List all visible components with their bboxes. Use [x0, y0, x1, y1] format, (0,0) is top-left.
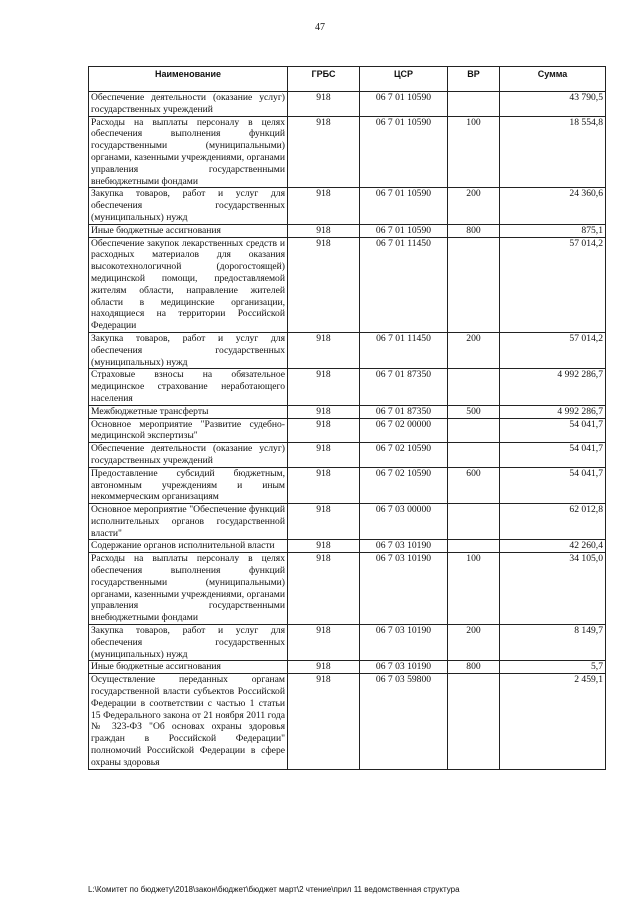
cell-sum: 57 014,2 [500, 332, 606, 368]
table-row [89, 625, 606, 661]
table-body [89, 92, 606, 770]
cell-grbs: 918 [288, 92, 360, 117]
header-vr: ВР [448, 67, 500, 92]
cell-name: Осуществление переданных органам государственной власти субъектов Российской Федерации в соответствии с частью 1 статьи 15 Федерального закона от 21 ноября 2011 года № 323-ФЗ "Об основах охраны здоровья граждан в Российской Федерации" полномочий Российской Федерации в сфере охраны здоровья [89, 674, 288, 769]
cell-csr: 06 7 03 10190 [360, 625, 448, 661]
cell-csr: 06 7 03 10190 [360, 553, 448, 625]
cell-vr [448, 504, 500, 540]
cell-vr [448, 237, 500, 332]
cell-vr [448, 540, 500, 553]
cell-name: Основное мероприятие "Обеспечение функций исполнительных органов государственной власти" [89, 504, 288, 540]
table-row [89, 553, 606, 625]
cell-grbs: 918 [288, 661, 360, 674]
cell-name: Содержание органов исполнительной власти [89, 540, 288, 553]
table-row [89, 540, 606, 553]
cell-csr: 06 7 01 10590 [360, 188, 448, 224]
cell-vr [448, 418, 500, 443]
cell-csr: 06 7 02 10590 [360, 443, 448, 468]
cell-csr: 06 7 03 00000 [360, 504, 448, 540]
cell-name: Обеспечение деятельности (оказание услуг) государственных учреждений [89, 443, 288, 468]
cell-grbs: 918 [288, 625, 360, 661]
cell-csr: 06 7 01 10590 [360, 224, 448, 237]
cell-csr: 06 7 03 10190 [360, 540, 448, 553]
cell-grbs: 918 [288, 224, 360, 237]
cell-name: Обеспечение деятельности (оказание услуг) государственных учреждений [89, 92, 288, 117]
cell-name: Межбюджетные трансферты [89, 405, 288, 418]
cell-name: Предоставление субсидий бюджетным, автономным учреждениям и иным некоммерческим организациям [89, 467, 288, 503]
header-grbs: ГРБС [288, 67, 360, 92]
cell-sum: 8 149,7 [500, 625, 606, 661]
table-row [89, 405, 606, 418]
cell-csr: 06 7 01 87350 [360, 369, 448, 405]
table-row [89, 224, 606, 237]
cell-csr: 06 7 01 87350 [360, 405, 448, 418]
cell-grbs: 918 [288, 418, 360, 443]
cell-sum: 54 041,7 [500, 418, 606, 443]
cell-sum: 57 014,2 [500, 237, 606, 332]
cell-vr: 800 [448, 224, 500, 237]
cell-name: Иные бюджетные ассигнования [89, 661, 288, 674]
cell-sum: 4 992 286,7 [500, 405, 606, 418]
cell-grbs: 918 [288, 332, 360, 368]
cell-csr: 06 7 01 11450 [360, 237, 448, 332]
cell-vr: 200 [448, 188, 500, 224]
cell-name: Страховые взносы на обязательное медицинское страхование неработающего населения [89, 369, 288, 405]
table-row [89, 188, 606, 224]
table-row [89, 674, 606, 769]
cell-csr: 06 7 01 11450 [360, 332, 448, 368]
cell-grbs: 918 [288, 674, 360, 769]
cell-vr: 200 [448, 332, 500, 368]
cell-sum: 54 041,7 [500, 443, 606, 468]
cell-sum: 24 360,6 [500, 188, 606, 224]
table-row [89, 661, 606, 674]
table-row [89, 116, 606, 188]
cell-name: Расходы на выплаты персоналу в целях обеспечения выполнения функций государственными (муниципальными) органами, казенными учреждениями, органами управления государственными внебюджетными фондами [89, 553, 288, 625]
cell-grbs: 918 [288, 188, 360, 224]
table-row [89, 443, 606, 468]
cell-sum: 43 790,5 [500, 92, 606, 117]
cell-name: Закупка товаров, работ и услуг для обеспечения государственных (муниципальных) нужд [89, 625, 288, 661]
cell-vr: 100 [448, 553, 500, 625]
cell-csr: 06 7 03 10190 [360, 661, 448, 674]
cell-grbs: 918 [288, 504, 360, 540]
cell-sum: 875,1 [500, 224, 606, 237]
cell-vr [448, 92, 500, 117]
cell-sum: 18 554,8 [500, 116, 606, 188]
cell-sum: 34 105,0 [500, 553, 606, 625]
cell-csr: 06 7 02 10590 [360, 467, 448, 503]
cell-vr [448, 369, 500, 405]
cell-vr: 800 [448, 661, 500, 674]
cell-grbs: 918 [288, 443, 360, 468]
header-sum: Сумма [500, 67, 606, 92]
file-path-footer: L:\Комитет по бюджету\2018\закон\бюджет\бюджет март\2 чтение\прил 11 ведомственная структура [88, 885, 460, 894]
cell-grbs: 918 [288, 237, 360, 332]
header-name: Наименование [89, 67, 288, 92]
table-row [89, 418, 606, 443]
cell-vr: 500 [448, 405, 500, 418]
cell-grbs: 918 [288, 540, 360, 553]
cell-name: Иные бюджетные ассигнования [89, 224, 288, 237]
cell-sum: 42 260,4 [500, 540, 606, 553]
cell-name: Расходы на выплаты персоналу в целях обеспечения выполнения функций государственными (муниципальными) органами, казенными учреждениями, органами управления государственными внебюджетными фондами [89, 116, 288, 188]
cell-csr: 06 7 01 10590 [360, 92, 448, 117]
cell-sum: 54 041,7 [500, 467, 606, 503]
cell-sum: 4 992 286,7 [500, 369, 606, 405]
cell-grbs: 918 [288, 369, 360, 405]
cell-name: Закупка товаров, работ и услуг для обеспечения государственных (муниципальных) нужд [89, 332, 288, 368]
cell-vr: 100 [448, 116, 500, 188]
table-header-row [89, 67, 606, 92]
cell-sum: 5,7 [500, 661, 606, 674]
cell-grbs: 918 [288, 553, 360, 625]
cell-vr: 600 [448, 467, 500, 503]
cell-grbs: 918 [288, 405, 360, 418]
cell-name: Основное мероприятие "Развитие судебно-медицинской экспертизы" [89, 418, 288, 443]
budget-table [88, 66, 606, 770]
cell-grbs: 918 [288, 467, 360, 503]
table-row [89, 237, 606, 332]
cell-csr: 06 7 01 10590 [360, 116, 448, 188]
cell-vr [448, 443, 500, 468]
cell-sum: 2 459,1 [500, 674, 606, 769]
table-row [89, 369, 606, 405]
cell-vr [448, 674, 500, 769]
table-row [89, 467, 606, 503]
cell-csr: 06 7 03 59800 [360, 674, 448, 769]
cell-name: Обеспечение закупок лекарственных средств и расходных материалов для оказания высокотехнологичной (дорогостоящей) медицинской помощи, предоставляемой жителям области, направление жителей области в медицинские организации, находящиеся на территории Российской Федерации [89, 237, 288, 332]
cell-sum: 62 012,8 [500, 504, 606, 540]
cell-csr: 06 7 02 00000 [360, 418, 448, 443]
cell-grbs: 918 [288, 116, 360, 188]
page-number: 47 [315, 22, 325, 33]
table-row [89, 332, 606, 368]
table-row [89, 504, 606, 540]
table-row [89, 92, 606, 117]
cell-name: Закупка товаров, работ и услуг для обеспечения государственных (муниципальных) нужд [89, 188, 288, 224]
cell-vr: 200 [448, 625, 500, 661]
header-csr: ЦСР [360, 67, 448, 92]
